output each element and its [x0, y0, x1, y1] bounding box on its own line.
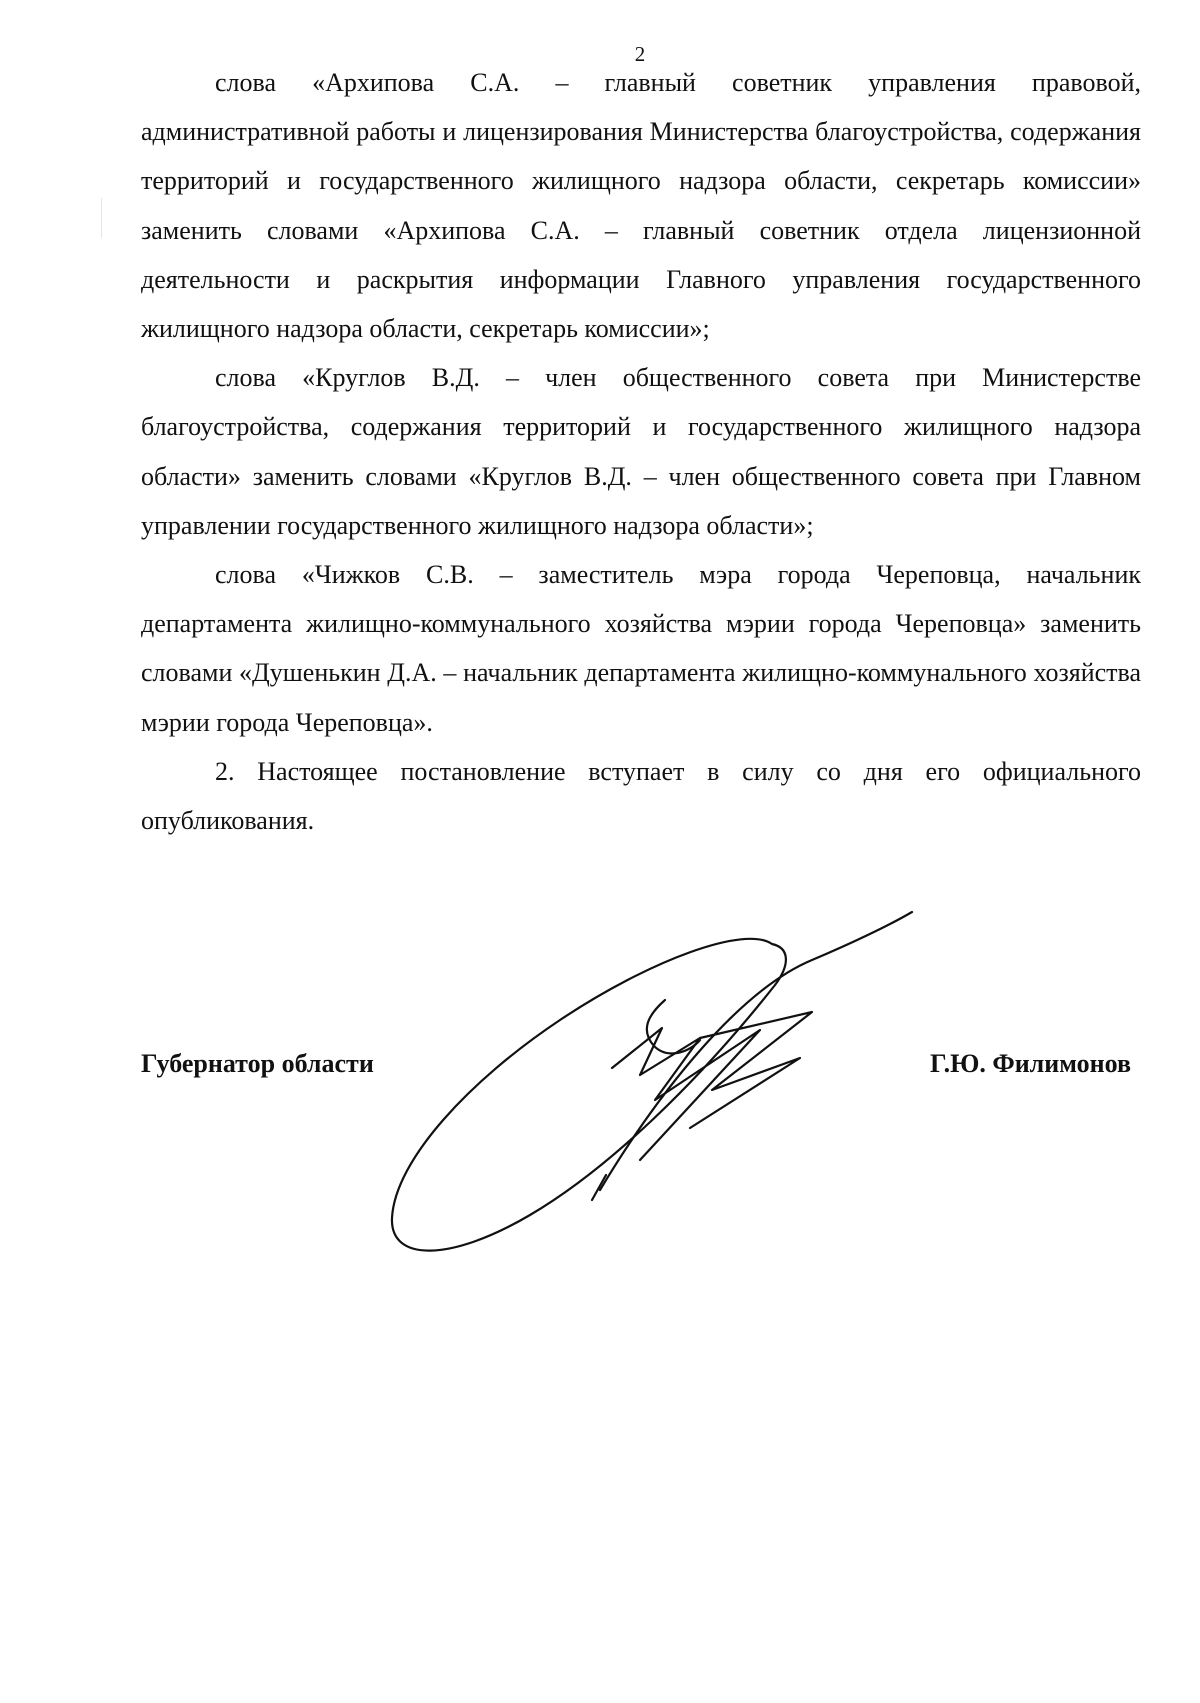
paragraph-arkhipova: слова «Архипова С.А. – главный советник управления правовой, административной работы и лицензирования Министерства благоустройства, содержания территорий и государственного жилищного надзора области, секретарь комиссии» заменить словами «Архипова С.А. – главный советник отдела лицензионной деятельности и раскрытия информации Главного управления государственного жилищного надзора области, секретарь комиссии»; [141, 68, 1141, 344]
paragraph-effective-date: 2. Настоящее постановление вступает в силу со дня его официального опубликования. [141, 756, 1141, 836]
scan-artifact-line [101, 198, 102, 238]
signature-dash-stroke [592, 1175, 606, 1200]
paragraph-kruglov: слова «Круглов В.Д. – член общественного совета при Министерстве благоустройства, содержания территорий и государственного жилищного надзора области» заменить словами «Круглов В.Д. – член общественного совета при Главном управлении государственного жилищного надзора области»; [141, 363, 1141, 540]
paragraph-chizhkov: слова «Чижков С.В. – заместитель мэра города Череповца, начальник департамента жилищно-коммунального хозяйства мэрии города Череповца» заменить словами «Душенькин Д.А. – начальник департамента жилищно-коммунального хозяйства мэрии города Череповца». [141, 560, 1141, 737]
signature-loop-stroke [392, 939, 786, 1251]
signature-block [141, 1044, 1131, 1084]
page-number: 2 [634, 42, 646, 66]
signer-name: Г.Ю. Филимонов [929, 1049, 1131, 1078]
signer-title: Губернатор области [141, 1049, 374, 1078]
document-body [141, 58, 1141, 845]
